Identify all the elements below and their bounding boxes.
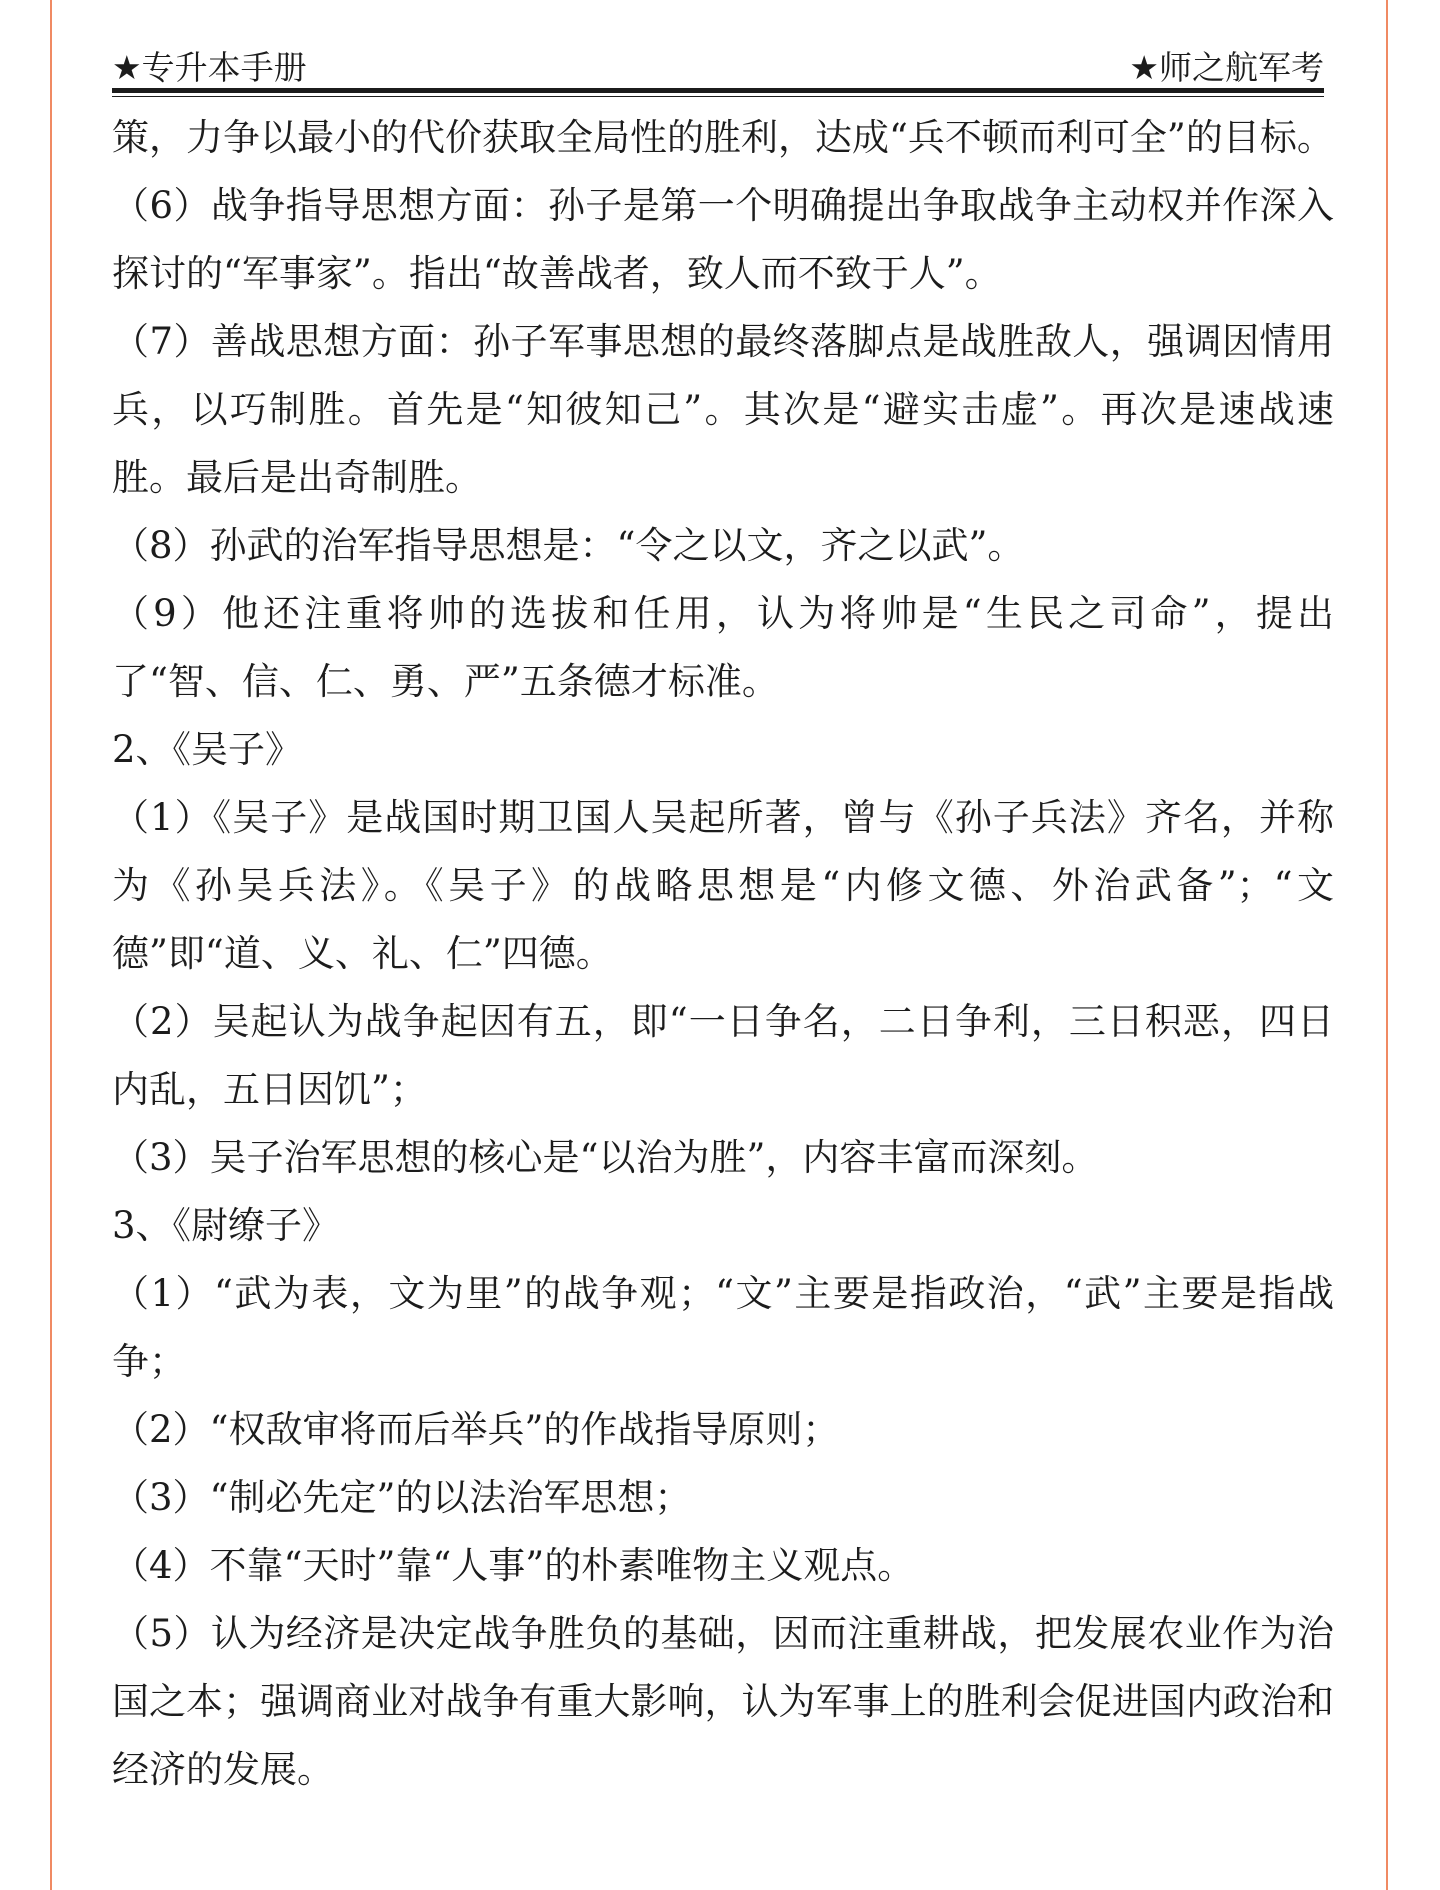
paragraph: （1）“武为表，文为里”的战争观；“文”主要是指政治，“武”主要是指战争； — [112, 1272, 1334, 1383]
header-left-title: ★专升本手册 — [112, 47, 307, 87]
paragraph: （5）认为经济是决定战争胜负的基础，因而注重耕战，把发展农业作为治国之本；强调商业对战争有重大影响，认为军事上的胜利会促进国内政治和经济的发展。 — [112, 1612, 1334, 1791]
page-border-right — [1386, 0, 1388, 1890]
paragraph: （2）吴起认为战争起因有五，即“一日争名，二日争利，三日积恶，四日内乱，五日因饥”； — [112, 1000, 1334, 1111]
header-right-title: ★师之航军考 — [1129, 47, 1324, 87]
header-rule-thick — [112, 88, 1324, 93]
paragraph: （8）孙武的治军指导思想是：“令之以文，齐之以武”。 — [112, 524, 1025, 567]
page-header — [112, 40, 1324, 90]
paragraph: （2）“权敌审将而后举兵”的作战指导原则； — [112, 1408, 840, 1451]
page-border-left — [50, 0, 52, 1890]
paragraph: （3）“制必先定”的以法治军思想； — [112, 1476, 692, 1519]
section-heading: 3、《尉缭子》 — [112, 1204, 340, 1247]
paragraph: （1）《吴子》是战国时期卫国人吴起所著，曾与《孙子兵法》齐名，并称为《孙吴兵法》。《吴子》的战略思想是“内修文德、外治武备”；“文德”即“道、义、礼、仁”四德。 — [112, 796, 1334, 975]
section-heading: 2、《吴子》 — [112, 728, 303, 771]
paragraph: （3）吴子治军思想的核心是“以治为胜”，内容丰富而深刻。 — [112, 1136, 1099, 1179]
paragraph: （9）他还注重将帅的选拔和任用，认为将帅是“生民之司命”，提出了“智、信、仁、勇、严”五条德才标准。 — [112, 592, 1334, 703]
body-text — [112, 104, 1334, 1804]
header-rule-thin — [112, 96, 1324, 97]
paragraph: （6）战争指导思想方面：孙子是第一个明确提出争取战争主动权并作深入探讨的“军事家”。指出“故善战者，致人而不致于人”。 — [112, 184, 1334, 295]
paragraph: （4）不靠“天时”靠“人事”的朴素唯物主义观点。 — [112, 1544, 915, 1587]
paragraph: （7）善战思想方面：孙子军事思想的最终落脚点是战胜敌人，强调因情用兵，以巧制胜。首先是“知彼知己”。其次是“避实击虚”。再次是速战速胜。最后是出奇制胜。 — [112, 320, 1334, 499]
paragraph: 策，力争以最小的代价获取全局性的胜利，达成“兵不顿而利可全”的目标。 — [112, 116, 1334, 159]
